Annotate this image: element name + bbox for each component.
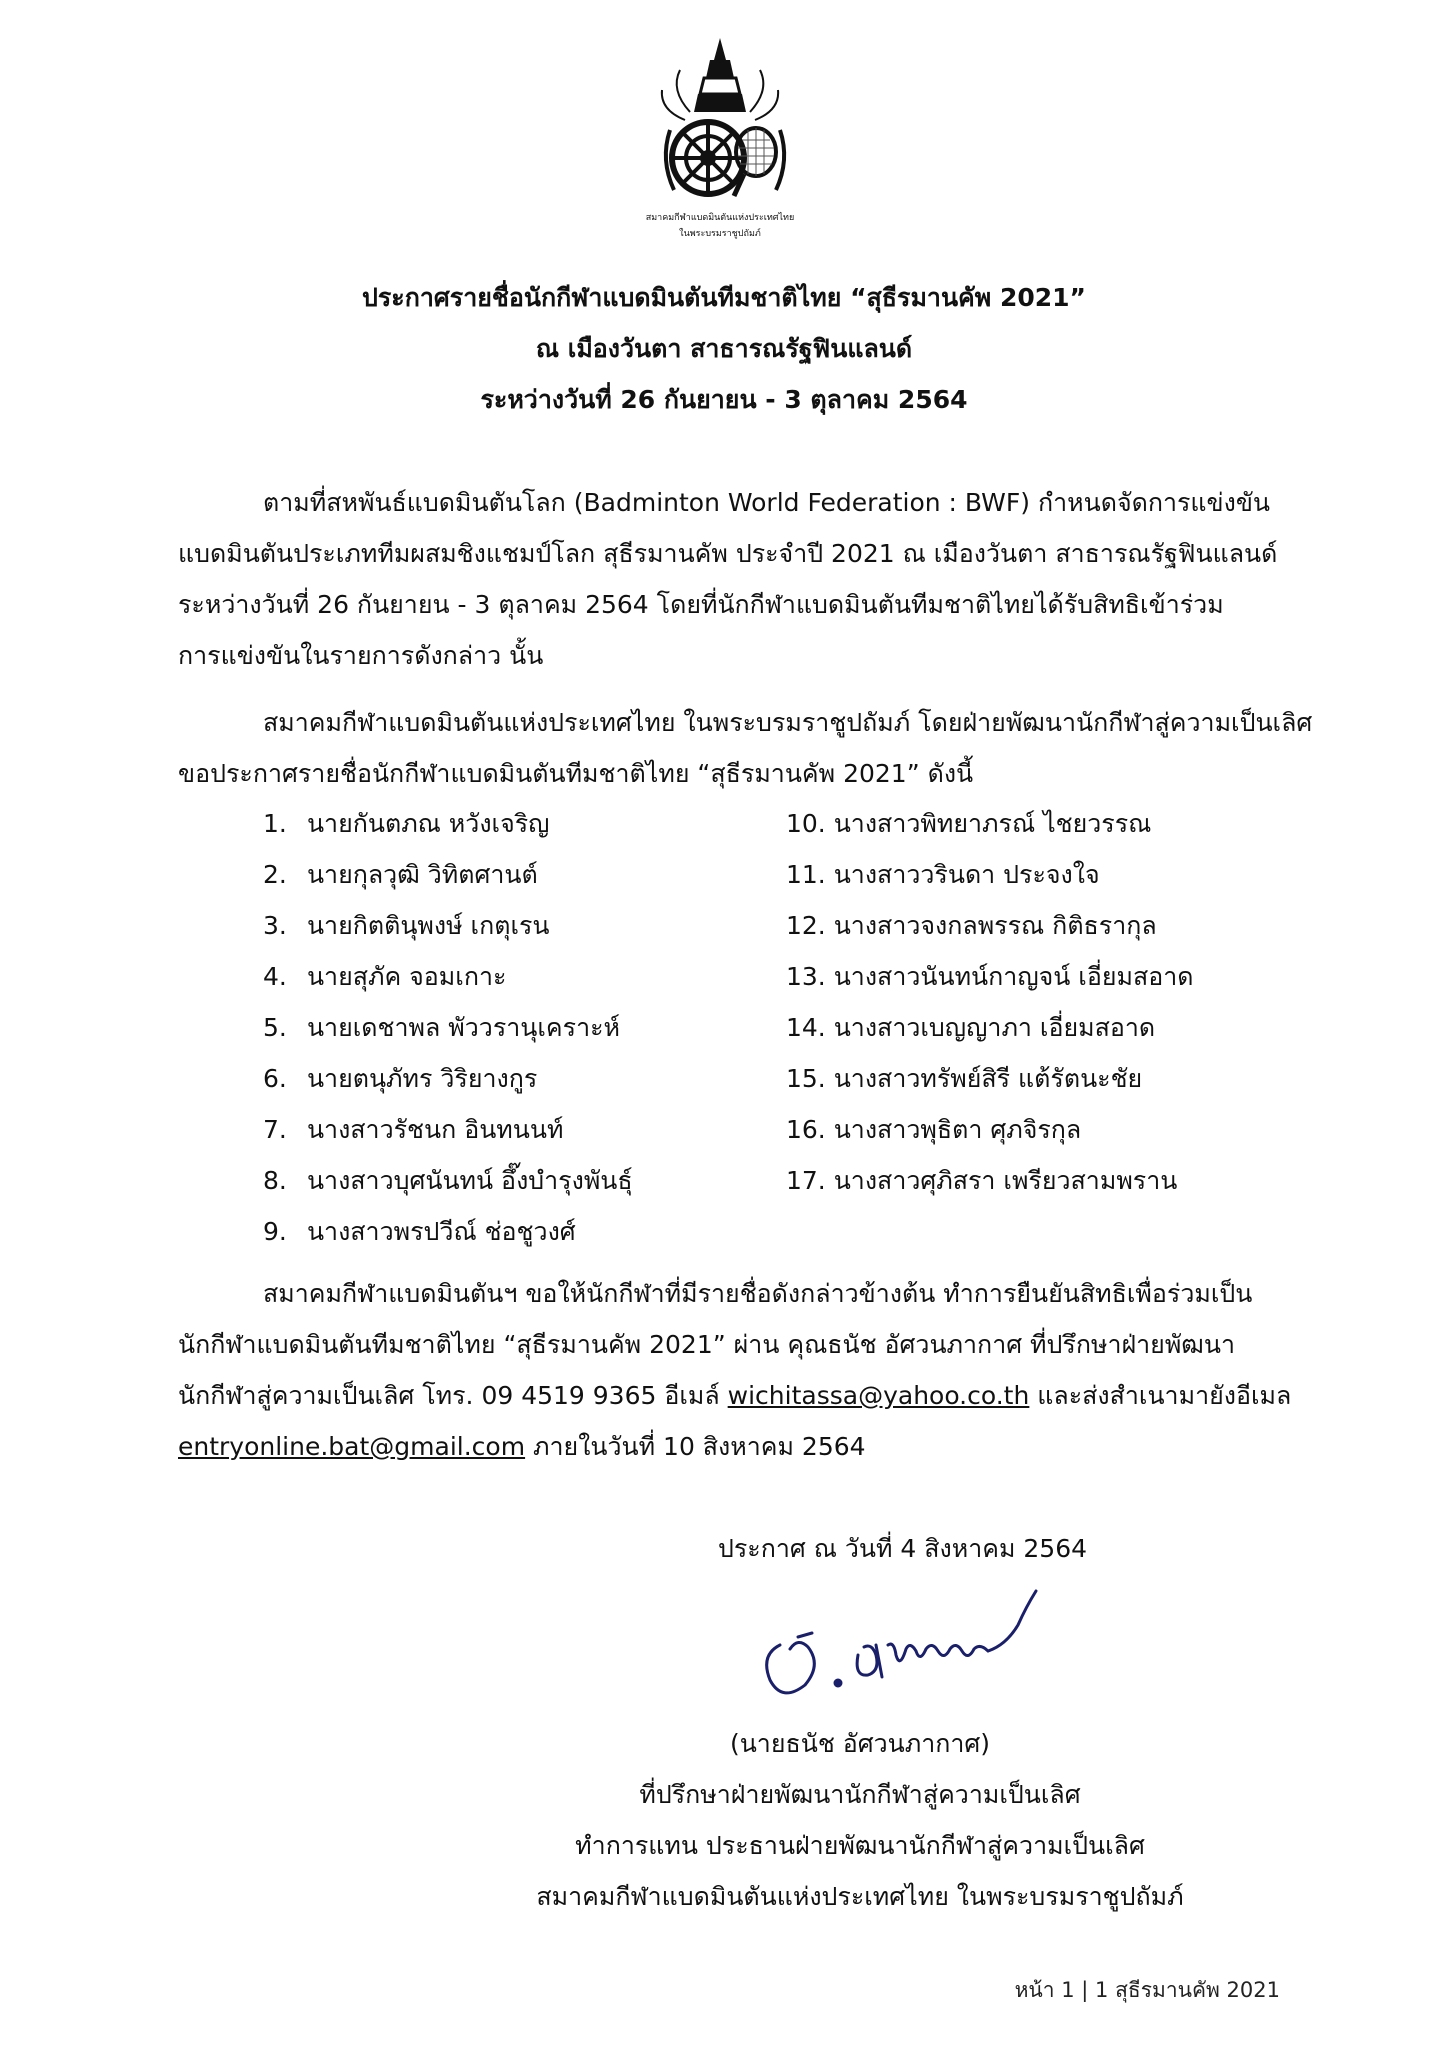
signature-block <box>480 1718 1240 1922</box>
list-item <box>263 849 763 900</box>
paragraph-confirmation <box>178 1268 1292 1472</box>
title-line-2: ณ เมืองวันตา สาธารณรัฐฟินแลนด์ <box>535 334 913 363</box>
item-number: 8. <box>263 1166 287 1195</box>
player-name: นางสาววรินดา ประจงใจ <box>833 860 1100 889</box>
signatory-title: ทำการแทน ประธานฝ่ายพัฒนานักกีฬาสู่ความเป็นเลิศ <box>575 1831 1145 1860</box>
player-name: นายกุลวุฒิ วิทิตศานต์ <box>306 860 538 889</box>
player-name: นายกิตตินุพงษ์ เกตุเรน <box>306 911 550 940</box>
list-item <box>263 1155 763 1206</box>
paragraph-line: สมาคมกีฬาแบดมินตันแห่งประเทศไทย ในพระบรมราชูปถัมภ์ โดยฝ่ายพัฒนานักกีฬาสู่ความเป็นเลิศ <box>263 708 1313 737</box>
list-item <box>263 1104 763 1155</box>
document-title <box>0 272 1448 425</box>
deadline-text: ภายในวันที่ 10 สิงหาคม 2564 <box>525 1432 866 1461</box>
player-name: นายตนุภัทร วิริยางกูร <box>306 1064 538 1093</box>
player-name: นางสาวพิทยาภรณ์ ไชยวรรณ <box>833 809 1152 838</box>
item-number: 16. <box>786 1115 826 1144</box>
paragraph-line: ขอประกาศรายชื่อนักกีฬาแบดมินตันทีมชาติไทย “สุธีรมานคัพ 2021” ดังนี้ <box>178 759 974 788</box>
contact-text: และส่งสำเนามายังอีเมล <box>1029 1381 1292 1410</box>
list-item <box>786 900 1306 951</box>
list-item <box>786 1104 1306 1155</box>
player-list-right <box>786 798 1306 1206</box>
item-number: 9. <box>263 1217 287 1246</box>
player-name: นายสุภัค จอมเกาะ <box>306 962 507 991</box>
association-seal-icon <box>630 30 810 250</box>
item-number: 13. <box>786 962 826 991</box>
item-number: 3. <box>263 911 287 940</box>
paragraph-line <box>178 1421 1276 1472</box>
announce-date: ประกาศ ณ วันที่ 4 สิงหาคม 2564 <box>718 1534 1088 1563</box>
page-footer: หน้า 1 | 1 สุธีรมานคัพ 2021 <box>1014 1978 1280 2002</box>
item-number: 17. <box>786 1166 826 1195</box>
player-list-left <box>263 798 763 1257</box>
signatory-title: ที่ปรึกษาฝ่ายพัฒนานักกีฬาสู่ความเป็นเลิศ <box>639 1780 1081 1809</box>
list-item <box>263 798 763 849</box>
player-name: นายกันตภณ หวังเจริญ <box>306 809 550 838</box>
item-number: 10. <box>786 809 826 838</box>
list-item <box>263 900 763 951</box>
paragraph-line: สมาคมกีฬาแบดมินตันฯ ขอให้นักกีฬาที่มีรายชื่อดังกล่าวข้างต้น ทำการยืนยันสิทธิเพื่อร่วมเป็น <box>263 1279 1253 1308</box>
paragraph-intro <box>178 477 1276 681</box>
player-name: นางสาวจงกลพรรณ กิติธรากุล <box>833 911 1157 940</box>
paragraph-line <box>178 1370 1292 1421</box>
player-name: นายเดชาพล พัววรานุเคราะห์ <box>306 1013 621 1042</box>
email-link-wichitassa[interactable]: wichitassa@yahoo.co.th <box>727 1381 1030 1410</box>
item-number: 5. <box>263 1013 287 1042</box>
list-item <box>263 951 763 1002</box>
title-line-3: ระหว่างวันที่ 26 กันยายน - 3 ตุลาคม 2564 <box>480 385 968 414</box>
signatory-organization: สมาคมกีฬาแบดมินตันแห่งประเทศไทย ในพระบรมราชูปถัมภ์ <box>536 1882 1184 1911</box>
item-number: 12. <box>786 911 826 940</box>
list-item <box>786 951 1306 1002</box>
logo-caption-1: สมาคมกีฬาแบดมินตันแห่งประเทศไทย <box>645 213 795 223</box>
contact-text: นักกีฬาสู่ความเป็นเลิศ โทร. 09 4519 9365 อีเมล์ <box>178 1381 728 1410</box>
item-number: 14. <box>786 1013 826 1042</box>
logo-caption-2: ในพระบรมราชูปถัมภ์ <box>679 229 761 239</box>
item-number: 4. <box>263 962 287 991</box>
paragraph-line: ระหว่างวันที่ 26 กันยายน - 3 ตุลาคม 2564 โดยที่นักกีฬาแบดมินตันทีมชาติไทยได้รับสิทธิเข้าร่วม <box>178 590 1224 619</box>
signatory-name: (นายธนัช อัศวนภากาศ) <box>729 1729 991 1758</box>
item-number: 6. <box>263 1064 287 1093</box>
paragraph-line: นักกีฬาแบดมินตันทีมชาติไทย “สุธีรมานคัพ 2021” ผ่าน คุณธนัช อัศวนภากาศ ที่ปรึกษาฝ่ายพัฒนา <box>178 1330 1236 1359</box>
player-name: นางสาวพุธิตา ศุภจิรกุล <box>833 1115 1082 1144</box>
list-item <box>263 1206 763 1257</box>
handwritten-signature-icon <box>750 1585 1070 1715</box>
list-item <box>263 1053 763 1104</box>
list-item <box>263 1002 763 1053</box>
player-name: นางสาวนันทน์กาญจน์ เอี่ยมสอาด <box>833 962 1194 991</box>
list-item <box>786 798 1306 849</box>
list-item <box>786 1053 1306 1104</box>
list-item <box>786 1155 1306 1206</box>
paragraph-line: ตามที่สหพันธ์แบดมินตันโลก (Badminton World Federation : BWF) กำหนดจัดการแข่งขัน <box>263 488 1271 517</box>
list-item <box>786 1002 1306 1053</box>
player-name: นางสาวบุศนันทน์ อึ๊งบำรุงพันธุ์ <box>306 1166 633 1195</box>
item-number: 2. <box>263 860 287 889</box>
player-name: นางสาวพรปวีณ์ ช่อชูวงศ์ <box>306 1217 576 1246</box>
title-line-1: ประกาศรายชื่อนักกีฬาแบดมินตันทีมชาติไทย “สุธีรมานคัพ 2021” <box>362 283 1086 312</box>
paragraph-announcement <box>178 697 1313 799</box>
player-name: นางสาวศุภิสรา เพรียวสามพราน <box>833 1166 1178 1195</box>
paragraph-line: การแข่งขันในรายการดังกล่าว นั้น <box>178 641 544 670</box>
player-name: นางสาวทรัพย์สิรี แต้รัตนะชัย <box>833 1064 1143 1093</box>
item-number: 15. <box>786 1064 826 1093</box>
item-number: 11. <box>786 860 826 889</box>
item-number: 7. <box>263 1115 287 1144</box>
player-name: นางสาวเบญญาภา เอี่ยมสอาด <box>833 1013 1156 1042</box>
player-name: นางสาวรัชนก อินทนนท์ <box>306 1115 564 1144</box>
email-link-entryonline[interactable]: entryonline.bat@gmail.com <box>178 1432 526 1461</box>
list-item <box>786 849 1306 900</box>
paragraph-line: แบดมินตันประเภททีมผสมชิงแชมป์โลก สุธีรมานคัพ ประจำปี 2021 ณ เมืองวันตา สาธารณรัฐฟินแลนด์ <box>178 539 1278 568</box>
item-number: 1. <box>263 809 287 838</box>
